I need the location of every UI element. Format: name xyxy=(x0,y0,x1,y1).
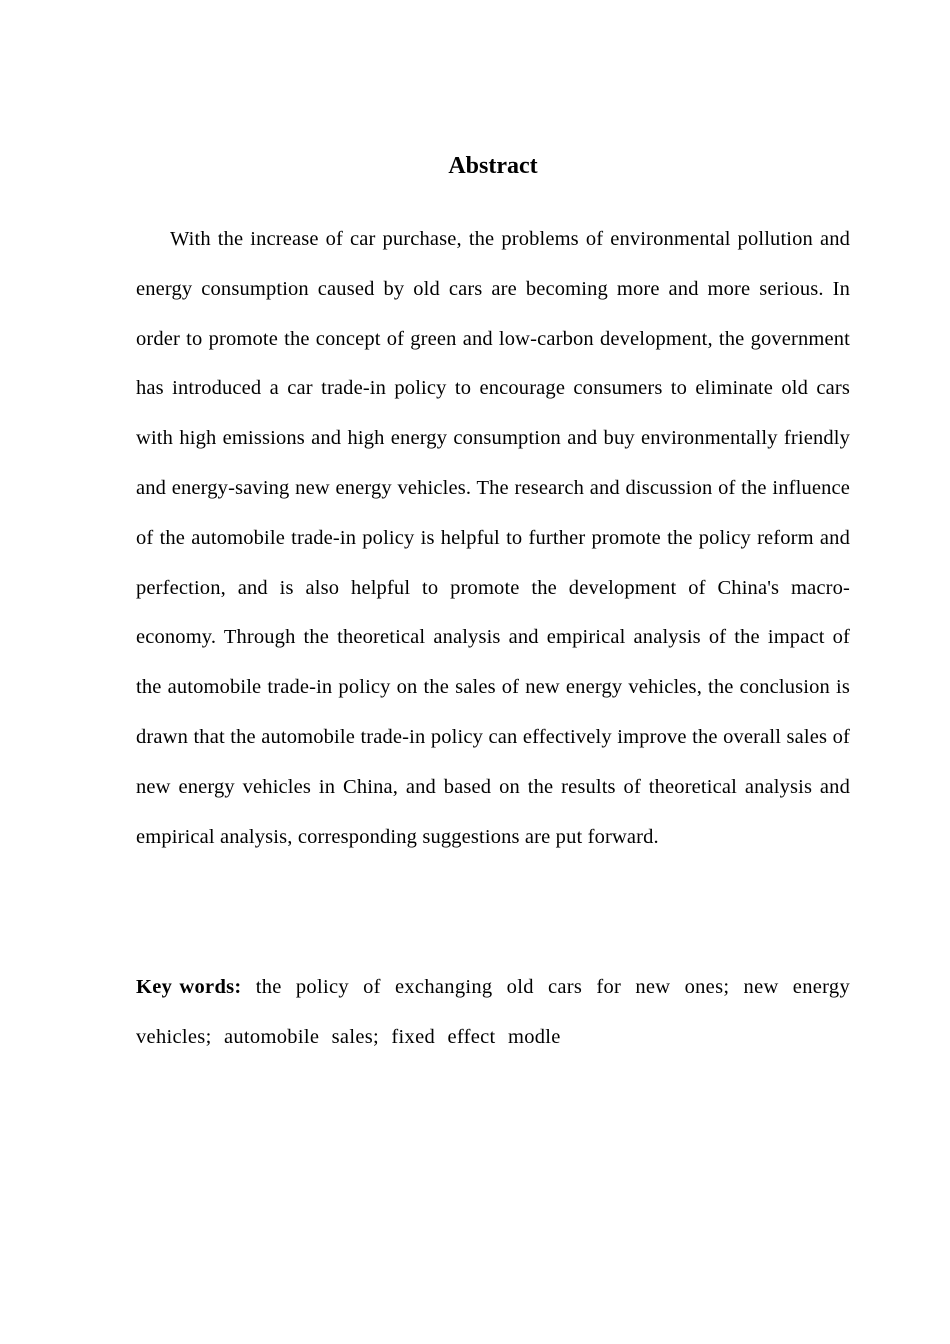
keywords-text: the policy of exchanging old cars for new ones; new energy vehicles; automobile sales; fixed effect modle xyxy=(136,976,850,1048)
keywords-label: Key words: xyxy=(136,976,242,998)
abstract-body: With the increase of car purchase, the problems of environmental pollution and energy consumption caused by old cars are becoming more and more serious. In order to promote the concept of green and low-carbon development, the government has introduced a car trade-in policy to encourage consumers to eliminate old cars with high emissions and high energy consumption and buy environmentally friendly and energy-saving new energy vehicles. The research and discussion of the influence of the automobile trade-in policy is helpful to further promote the policy reform and perfection, and is also helpful to promote the development of China's macro-economy. Through the theoretical analysis and empirical analysis of the impact of the automobile trade-in policy on the sales of new energy vehicles, the conclusion is drawn that the automobile trade-in policy can effectively improve the overall sales of new energy vehicles in China, and based on the results of theoretical analysis and empirical analysis, corresponding suggestions are put forward. xyxy=(136,228,850,848)
keywords-paragraph xyxy=(136,963,850,1063)
abstract-title: Abstract xyxy=(448,153,538,179)
